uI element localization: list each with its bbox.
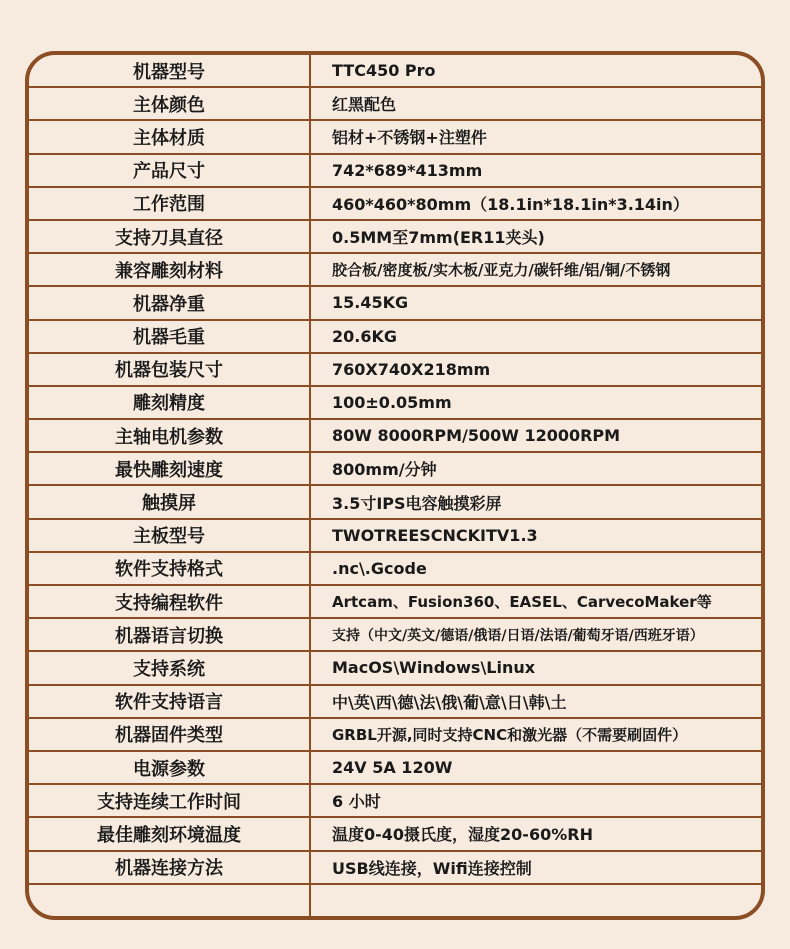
- spec-row-file-format: [29, 553, 761, 586]
- spec-row-software-language: [29, 686, 761, 719]
- spec-label: 软件支持语言: [29, 686, 311, 717]
- spec-label: 兼容雕刻材料: [29, 254, 311, 285]
- spec-value: 支持（中文/英文/德语/俄语/日语/法语/葡萄牙语/西班牙语）: [332, 627, 704, 644]
- spec-label: 机器净重: [29, 287, 311, 318]
- spec-value: 760X740X218mm: [332, 359, 491, 379]
- spec-value: TWOTREESCNCKITV1.3: [332, 525, 538, 545]
- spec-row-precision: [29, 387, 761, 420]
- spec-label: 支持连续工作时间: [29, 785, 311, 816]
- spec-value: 742*689*413mm: [332, 160, 483, 180]
- spec-label: 雕刻精度: [29, 387, 311, 418]
- spec-row-product-size: [29, 155, 761, 188]
- spec-label: 主轴电机参数: [29, 420, 311, 451]
- spec-row-work-area: [29, 188, 761, 221]
- spec-label: 机器固件类型: [29, 719, 311, 750]
- spec-label: 支持刀具直径: [29, 221, 311, 252]
- spec-row-spindle: [29, 420, 761, 453]
- spec-label: 机器连接方法: [29, 852, 311, 883]
- spec-row-max-speed: [29, 453, 761, 486]
- spec-row-firmware: [29, 719, 761, 752]
- spec-value: .nc\.Gcode: [332, 558, 427, 578]
- spec-value: [311, 885, 761, 916]
- spec-value: 460*460*80mm（18.1in*18.1in*3.14in）: [332, 194, 689, 214]
- spec-label: 机器毛重: [29, 321, 311, 352]
- spec-value: 800mm/分钟: [332, 460, 437, 480]
- spec-row-material: [29, 121, 761, 154]
- spec-row-machine-language: [29, 619, 761, 652]
- spec-row-power: [29, 752, 761, 785]
- spec-value: 铝材+不锈钢+注塑件: [332, 128, 487, 148]
- spec-label: 最佳雕刻环境温度: [29, 818, 311, 849]
- spec-row-net-weight: [29, 287, 761, 320]
- spec-row-os: [29, 652, 761, 685]
- spec-value: 6 小时: [332, 792, 381, 812]
- spec-row-touchscreen: [29, 486, 761, 519]
- spec-value: 15.45KG: [332, 293, 409, 313]
- spec-row-software: [29, 586, 761, 619]
- spec-value: 中\英\西\德\法\俄\葡\意\日\韩\土: [332, 692, 567, 712]
- spec-value: 0.5MM至7mm(ER11夹头): [332, 228, 545, 248]
- spec-row-continuous-time: [29, 785, 761, 818]
- spec-row-materials: [29, 254, 761, 287]
- spec-label: 支持编程软件: [29, 586, 311, 617]
- spec-row-tool-diameter: [29, 221, 761, 254]
- spec-label: 机器包装尺寸: [29, 354, 311, 385]
- spec-label: 支持系统: [29, 652, 311, 683]
- spec-row-empty: [29, 885, 761, 916]
- spec-label: 工作范围: [29, 188, 311, 219]
- spec-value: GRBL开源,同时支持CNC和激光器（不需要刷固件）: [332, 725, 688, 744]
- spec-value: MacOS\Windows\Linux: [332, 658, 536, 678]
- spec-label: 机器型号: [29, 55, 311, 86]
- spec-table: [25, 51, 765, 920]
- spec-label: 机器语言切换: [29, 619, 311, 650]
- spec-value: 24V 5A 120W: [332, 758, 453, 778]
- spec-value: 80W 8000RPM/500W 12000RPM: [332, 426, 621, 446]
- spec-value: 3.5寸IPS电容触摸彩屏: [332, 493, 502, 513]
- spec-value: Artcam、Fusion360、EASEL、CarvecoMaker等: [332, 593, 712, 612]
- spec-label: 产品尺寸: [29, 155, 311, 186]
- spec-label: 软件支持格式: [29, 553, 311, 584]
- spec-label: [29, 885, 311, 916]
- spec-value: 100±0.05mm: [332, 392, 452, 412]
- spec-label: 触摸屏: [29, 486, 311, 517]
- spec-value: 20.6KG: [332, 326, 398, 346]
- spec-row-mainboard: [29, 520, 761, 553]
- spec-label: 主体颜色: [29, 88, 311, 119]
- spec-label: 主板型号: [29, 520, 311, 551]
- spec-row-package-size: [29, 354, 761, 387]
- spec-value: USB线连接，Wifi连接控制: [332, 858, 532, 878]
- spec-row-environment: [29, 818, 761, 851]
- spec-value: 胶合板/密度板/实木板/亚克力/碳钎维/铝/铜/不锈钢: [332, 261, 671, 280]
- spec-row-gross-weight: [29, 321, 761, 354]
- spec-label: 最快雕刻速度: [29, 453, 311, 484]
- spec-value: TTC450 Pro: [332, 61, 436, 81]
- spec-value: 红黑配色: [332, 95, 397, 115]
- spec-row-color: [29, 88, 761, 121]
- spec-label: 主体材质: [29, 121, 311, 152]
- spec-row-model: [29, 55, 761, 88]
- spec-label: 电源参数: [29, 752, 311, 783]
- spec-value: 温度0-40摄氏度，湿度20-60%RH: [332, 825, 593, 845]
- spec-row-connection: [29, 852, 761, 885]
